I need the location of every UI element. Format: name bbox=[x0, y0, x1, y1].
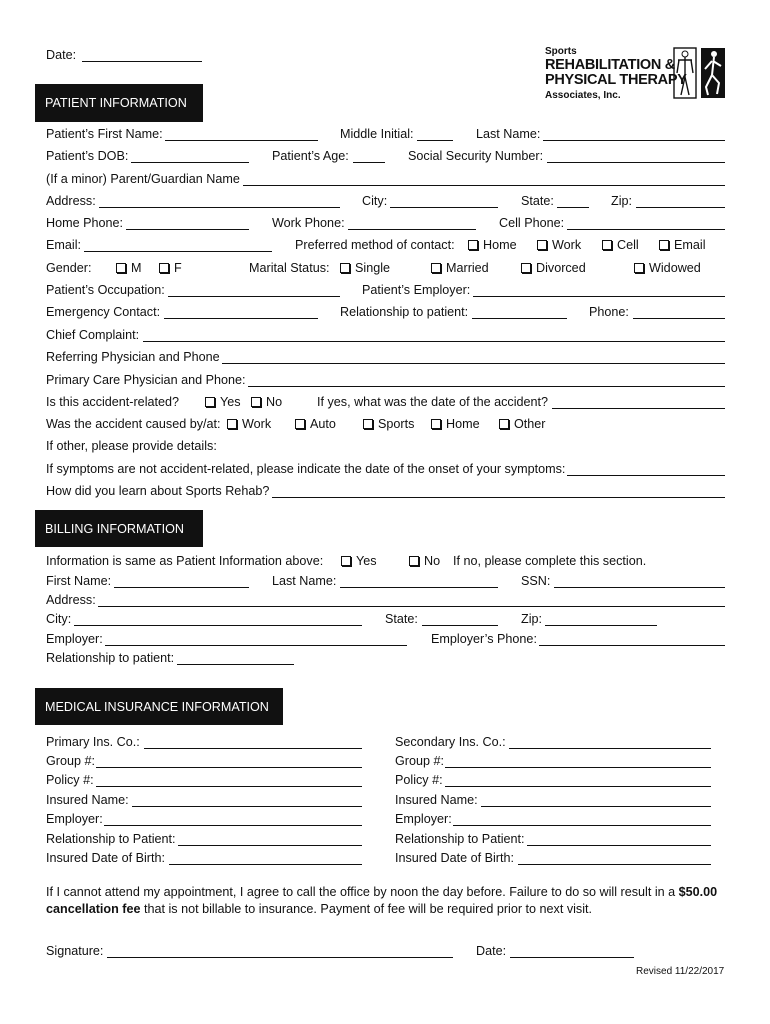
gender-f-text: F bbox=[174, 261, 182, 275]
contact-cell-option[interactable] bbox=[602, 238, 639, 252]
first-name-line[interactable] bbox=[165, 140, 318, 141]
section-insurance-header: MEDICAL INSURANCE INFORMATION bbox=[35, 688, 283, 725]
logo-line1: REHABILITATION & bbox=[545, 57, 675, 73]
checkbox-icon[interactable] bbox=[634, 263, 644, 273]
emergency-label: Emergency Contact: bbox=[46, 305, 161, 319]
city-line[interactable] bbox=[390, 207, 498, 208]
secondary-group-line[interactable] bbox=[445, 767, 711, 768]
emergency-phone-label: Phone: bbox=[589, 305, 629, 319]
email-line[interactable] bbox=[84, 251, 272, 252]
primary-dob-line[interactable] bbox=[169, 864, 362, 865]
cause-sports-option[interactable] bbox=[363, 417, 414, 431]
primary-policy-label: Policy #: bbox=[46, 773, 94, 787]
billing-ssn-label: SSN: bbox=[521, 574, 551, 588]
secondary-relationship-line[interactable] bbox=[527, 845, 711, 846]
gender-label: Gender: bbox=[46, 261, 92, 275]
primary-group-line[interactable] bbox=[96, 767, 362, 768]
age-line[interactable] bbox=[353, 162, 385, 163]
emergency-relationship-line[interactable] bbox=[472, 318, 567, 319]
ssn-line[interactable] bbox=[547, 162, 725, 163]
cause-auto-text: Auto bbox=[310, 417, 336, 431]
cause-sports-text: Sports bbox=[378, 417, 415, 431]
revised-date: Revised 11/22/2017 bbox=[636, 966, 725, 977]
contact-email-text: Email bbox=[674, 238, 706, 252]
patient-employer-line[interactable] bbox=[473, 296, 725, 297]
learn-line[interactable] bbox=[272, 497, 725, 498]
checkbox-icon[interactable] bbox=[340, 263, 350, 273]
marital-married-option[interactable] bbox=[431, 261, 489, 275]
logo-line2: PHYSICAL THERAPY bbox=[545, 72, 687, 88]
secondary-employer-label: Employer: bbox=[395, 812, 452, 826]
contact-home-option[interactable] bbox=[468, 238, 517, 252]
primary-ins-line[interactable] bbox=[144, 748, 362, 749]
notice-cancellation-fee: cancellation fee bbox=[46, 901, 141, 916]
emergency-phone-line[interactable] bbox=[633, 318, 725, 319]
checkbox-icon[interactable] bbox=[251, 397, 261, 407]
checkbox-icon[interactable] bbox=[116, 263, 126, 273]
logo-line3: Associates, Inc. bbox=[545, 90, 621, 101]
cause-work-option[interactable] bbox=[227, 417, 271, 431]
checkbox-icon[interactable] bbox=[295, 419, 305, 429]
home-phone-label: Home Phone: bbox=[46, 216, 124, 230]
zip-label: Zip: bbox=[611, 194, 632, 208]
signature-line[interactable] bbox=[107, 957, 453, 958]
guardian-line[interactable] bbox=[243, 185, 725, 186]
billing-first-name-line[interactable] bbox=[114, 587, 249, 588]
cause-home-text: Home bbox=[446, 417, 480, 431]
billing-employer-phone-line[interactable] bbox=[539, 645, 725, 646]
marital-widowed-text: Widowed bbox=[649, 261, 701, 275]
checkbox-icon[interactable] bbox=[159, 263, 169, 273]
billing-zip-line[interactable] bbox=[545, 625, 657, 626]
middle-initial-label: Middle Initial: bbox=[340, 127, 414, 141]
billing-if-no-label: If no, please complete this section. bbox=[453, 554, 647, 568]
dob-label: Patient’s DOB: bbox=[46, 149, 129, 163]
cell-phone-label: Cell Phone: bbox=[499, 216, 565, 230]
gender-m-text: M bbox=[131, 261, 142, 275]
dob-line[interactable] bbox=[131, 162, 249, 163]
checkbox-icon[interactable] bbox=[521, 263, 531, 273]
marital-married-text: Married bbox=[446, 261, 489, 275]
gender-f-option[interactable] bbox=[159, 261, 182, 275]
cause-auto-option[interactable] bbox=[295, 417, 336, 431]
checkbox-icon[interactable] bbox=[431, 419, 441, 429]
cause-work-text: Work bbox=[242, 417, 272, 431]
billing-employer-label: Employer: bbox=[46, 632, 103, 646]
work-phone-label: Work Phone: bbox=[272, 216, 345, 230]
billing-state-line[interactable] bbox=[422, 625, 498, 626]
marital-divorced-text: Divorced bbox=[536, 261, 586, 275]
contact-email-option[interactable] bbox=[659, 238, 706, 252]
secondary-ins-label: Secondary Ins. Co.: bbox=[395, 735, 506, 749]
secondary-insured-name-line[interactable] bbox=[481, 806, 711, 807]
if-other-label: If other, please provide details: bbox=[46, 439, 217, 453]
cell-phone-line[interactable] bbox=[567, 229, 725, 230]
billing-first-name-label: First Name: bbox=[46, 574, 112, 588]
accident-yes-text: Yes bbox=[220, 395, 241, 409]
billing-address-line[interactable] bbox=[98, 606, 725, 607]
state-line[interactable] bbox=[557, 207, 589, 208]
marital-single-option[interactable] bbox=[340, 261, 390, 275]
primary-insured-name-line[interactable] bbox=[132, 806, 362, 807]
billing-same-label: Information is same as Patient Information above: bbox=[46, 554, 324, 568]
learn-label: How did you learn about Sports Rehab? bbox=[46, 484, 270, 498]
zip-line[interactable] bbox=[636, 207, 725, 208]
billing-ssn-line[interactable] bbox=[554, 587, 725, 588]
preferred-contact-label: Preferred method of contact: bbox=[295, 238, 455, 252]
accident-yes-option[interactable] bbox=[205, 395, 241, 409]
secondary-ins-line[interactable] bbox=[509, 748, 711, 749]
secondary-relationship-label: Relationship to Patient: bbox=[395, 832, 525, 846]
billing-city-label: City: bbox=[46, 612, 72, 626]
checkbox-icon[interactable] bbox=[659, 240, 669, 250]
secondary-policy-label: Policy #: bbox=[395, 773, 443, 787]
address-label: Address: bbox=[46, 194, 96, 208]
patient-employer-label: Patient’s Employer: bbox=[362, 283, 471, 297]
notice-part3: that is not billable to insurance. Payment of fee will be required prior to next visit. bbox=[140, 901, 593, 916]
contact-cell-text: Cell bbox=[617, 238, 639, 252]
contact-work-option[interactable] bbox=[537, 238, 581, 252]
age-label: Patient’s Age: bbox=[272, 149, 349, 163]
chief-complaint-label: Chief Complaint: bbox=[46, 328, 140, 342]
emergency-relationship-label: Relationship to patient: bbox=[340, 305, 469, 319]
state-label: State: bbox=[521, 194, 554, 208]
logo-figures-icon bbox=[673, 47, 727, 99]
primary-dob-label: Insured Date of Birth: bbox=[46, 851, 166, 865]
secondary-dob-label: Insured Date of Birth: bbox=[395, 851, 515, 865]
logo bbox=[545, 45, 727, 105]
city-label: City: bbox=[362, 194, 388, 208]
primary-relationship-label: Relationship to Patient: bbox=[46, 832, 176, 846]
last-name-label: Last Name: bbox=[476, 127, 541, 141]
billing-employer-line[interactable] bbox=[105, 645, 407, 646]
marital-widowed-option[interactable] bbox=[634, 261, 701, 275]
primary-care-label: Primary Care Physician and Phone: bbox=[46, 373, 246, 387]
contact-home-text: Home bbox=[483, 238, 517, 252]
checkbox-icon[interactable] bbox=[409, 556, 419, 566]
accident-no-text: No bbox=[266, 395, 283, 409]
billing-relationship-label: Relationship to patient: bbox=[46, 651, 175, 665]
email-label: Email: bbox=[46, 238, 81, 252]
address-line[interactable] bbox=[99, 207, 340, 208]
secondary-group-label: Group #: bbox=[395, 754, 445, 768]
primary-employer-label: Employer: bbox=[46, 812, 103, 826]
checkbox-icon[interactable] bbox=[341, 556, 351, 566]
accident-date-line[interactable] bbox=[552, 408, 725, 409]
billing-address-label: Address: bbox=[46, 593, 96, 607]
billing-no-text: No bbox=[424, 554, 441, 568]
checkbox-icon[interactable] bbox=[602, 240, 612, 250]
accident-question-label: Is this accident-related? bbox=[46, 395, 180, 409]
emergency-line[interactable] bbox=[164, 318, 318, 319]
secondary-employer-line[interactable] bbox=[453, 825, 711, 826]
section-billing-header: BILLING INFORMATION bbox=[35, 510, 203, 547]
primary-employer-line[interactable] bbox=[104, 825, 362, 826]
last-name-line[interactable] bbox=[543, 140, 725, 141]
secondary-policy-line[interactable] bbox=[445, 786, 711, 787]
checkbox-icon[interactable] bbox=[363, 419, 373, 429]
marital-divorced-option[interactable] bbox=[521, 261, 586, 275]
billing-employer-phone-label: Employer’s Phone: bbox=[431, 632, 537, 646]
primary-relationship-line[interactable] bbox=[178, 845, 362, 846]
billing-state-label: State: bbox=[385, 612, 418, 626]
checkbox-icon[interactable] bbox=[537, 240, 547, 250]
primary-insured-name-label: Insured Name: bbox=[46, 793, 129, 807]
logo-small-text: Sports bbox=[545, 46, 577, 57]
checkbox-icon[interactable] bbox=[431, 263, 441, 273]
primary-ins-label: Primary Ins. Co.: bbox=[46, 735, 140, 749]
signature-date-label: Date: bbox=[476, 944, 507, 958]
marital-label: Marital Status: bbox=[249, 261, 330, 275]
cause-home-option[interactable] bbox=[431, 417, 480, 431]
signature-date-line[interactable] bbox=[510, 957, 634, 958]
accident-no-option[interactable] bbox=[251, 395, 282, 409]
checkbox-icon[interactable] bbox=[468, 240, 478, 250]
notice-fee: $50.00 bbox=[678, 885, 718, 899]
billing-city-line[interactable] bbox=[74, 625, 362, 626]
billing-zip-label: Zip: bbox=[521, 612, 542, 626]
accident-date-label: If yes, what was the date of the accident? bbox=[317, 395, 549, 409]
checkbox-icon[interactable] bbox=[227, 419, 237, 429]
cause-other-text: Other bbox=[514, 417, 546, 431]
gender-m-option[interactable] bbox=[116, 261, 142, 275]
secondary-dob-line[interactable] bbox=[518, 864, 711, 865]
occupation-label: Patient’s Occupation: bbox=[46, 283, 165, 297]
ssn-label: Social Security Number: bbox=[408, 149, 544, 163]
caused-by-label: Was the accident caused by/at: bbox=[46, 417, 221, 431]
billing-no-option[interactable] bbox=[409, 554, 440, 568]
guardian-label: (If a minor) Parent/Guardian Name bbox=[46, 172, 240, 186]
billing-yes-text: Yes bbox=[356, 554, 377, 568]
primary-care-line[interactable] bbox=[248, 386, 725, 387]
onset-label: If symptoms are not accident-related, please indicate the date of the onset of your symptoms: bbox=[46, 462, 566, 476]
cancellation-notice bbox=[46, 884, 736, 917]
marital-single-text: Single bbox=[355, 261, 391, 275]
checkbox-icon[interactable] bbox=[205, 397, 215, 407]
section-patient-header: PATIENT INFORMATION bbox=[35, 84, 203, 122]
signature-label: Signature: bbox=[46, 944, 104, 958]
notice-part1: If I cannot attend my appointment, I agree to call the office by noon the day before. Failure to do so will result in a bbox=[46, 885, 679, 899]
cause-other-option[interactable] bbox=[499, 417, 546, 431]
date-label: Date: bbox=[46, 48, 77, 62]
billing-yes-option[interactable] bbox=[341, 554, 377, 568]
referring-label: Referring Physician and Phone bbox=[46, 350, 220, 364]
chief-complaint-line[interactable] bbox=[143, 341, 725, 342]
referring-line[interactable] bbox=[222, 363, 725, 364]
secondary-insured-name-label: Insured Name: bbox=[395, 793, 478, 807]
first-name-label: Patient’s First Name: bbox=[46, 127, 163, 141]
home-phone-line[interactable] bbox=[126, 229, 249, 230]
contact-work-text: Work bbox=[552, 238, 582, 252]
billing-last-name-label: Last Name: bbox=[272, 574, 337, 588]
work-phone-line[interactable] bbox=[348, 229, 476, 230]
checkbox-icon[interactable] bbox=[499, 419, 509, 429]
occupation-line[interactable] bbox=[168, 296, 340, 297]
billing-last-name-line[interactable] bbox=[340, 587, 498, 588]
onset-line[interactable] bbox=[567, 475, 725, 476]
billing-relationship-line[interactable] bbox=[177, 664, 294, 665]
primary-group-label: Group #: bbox=[46, 754, 96, 768]
primary-policy-line[interactable] bbox=[96, 786, 362, 787]
date-line[interactable] bbox=[82, 61, 202, 62]
middle-initial-line[interactable] bbox=[417, 140, 453, 141]
